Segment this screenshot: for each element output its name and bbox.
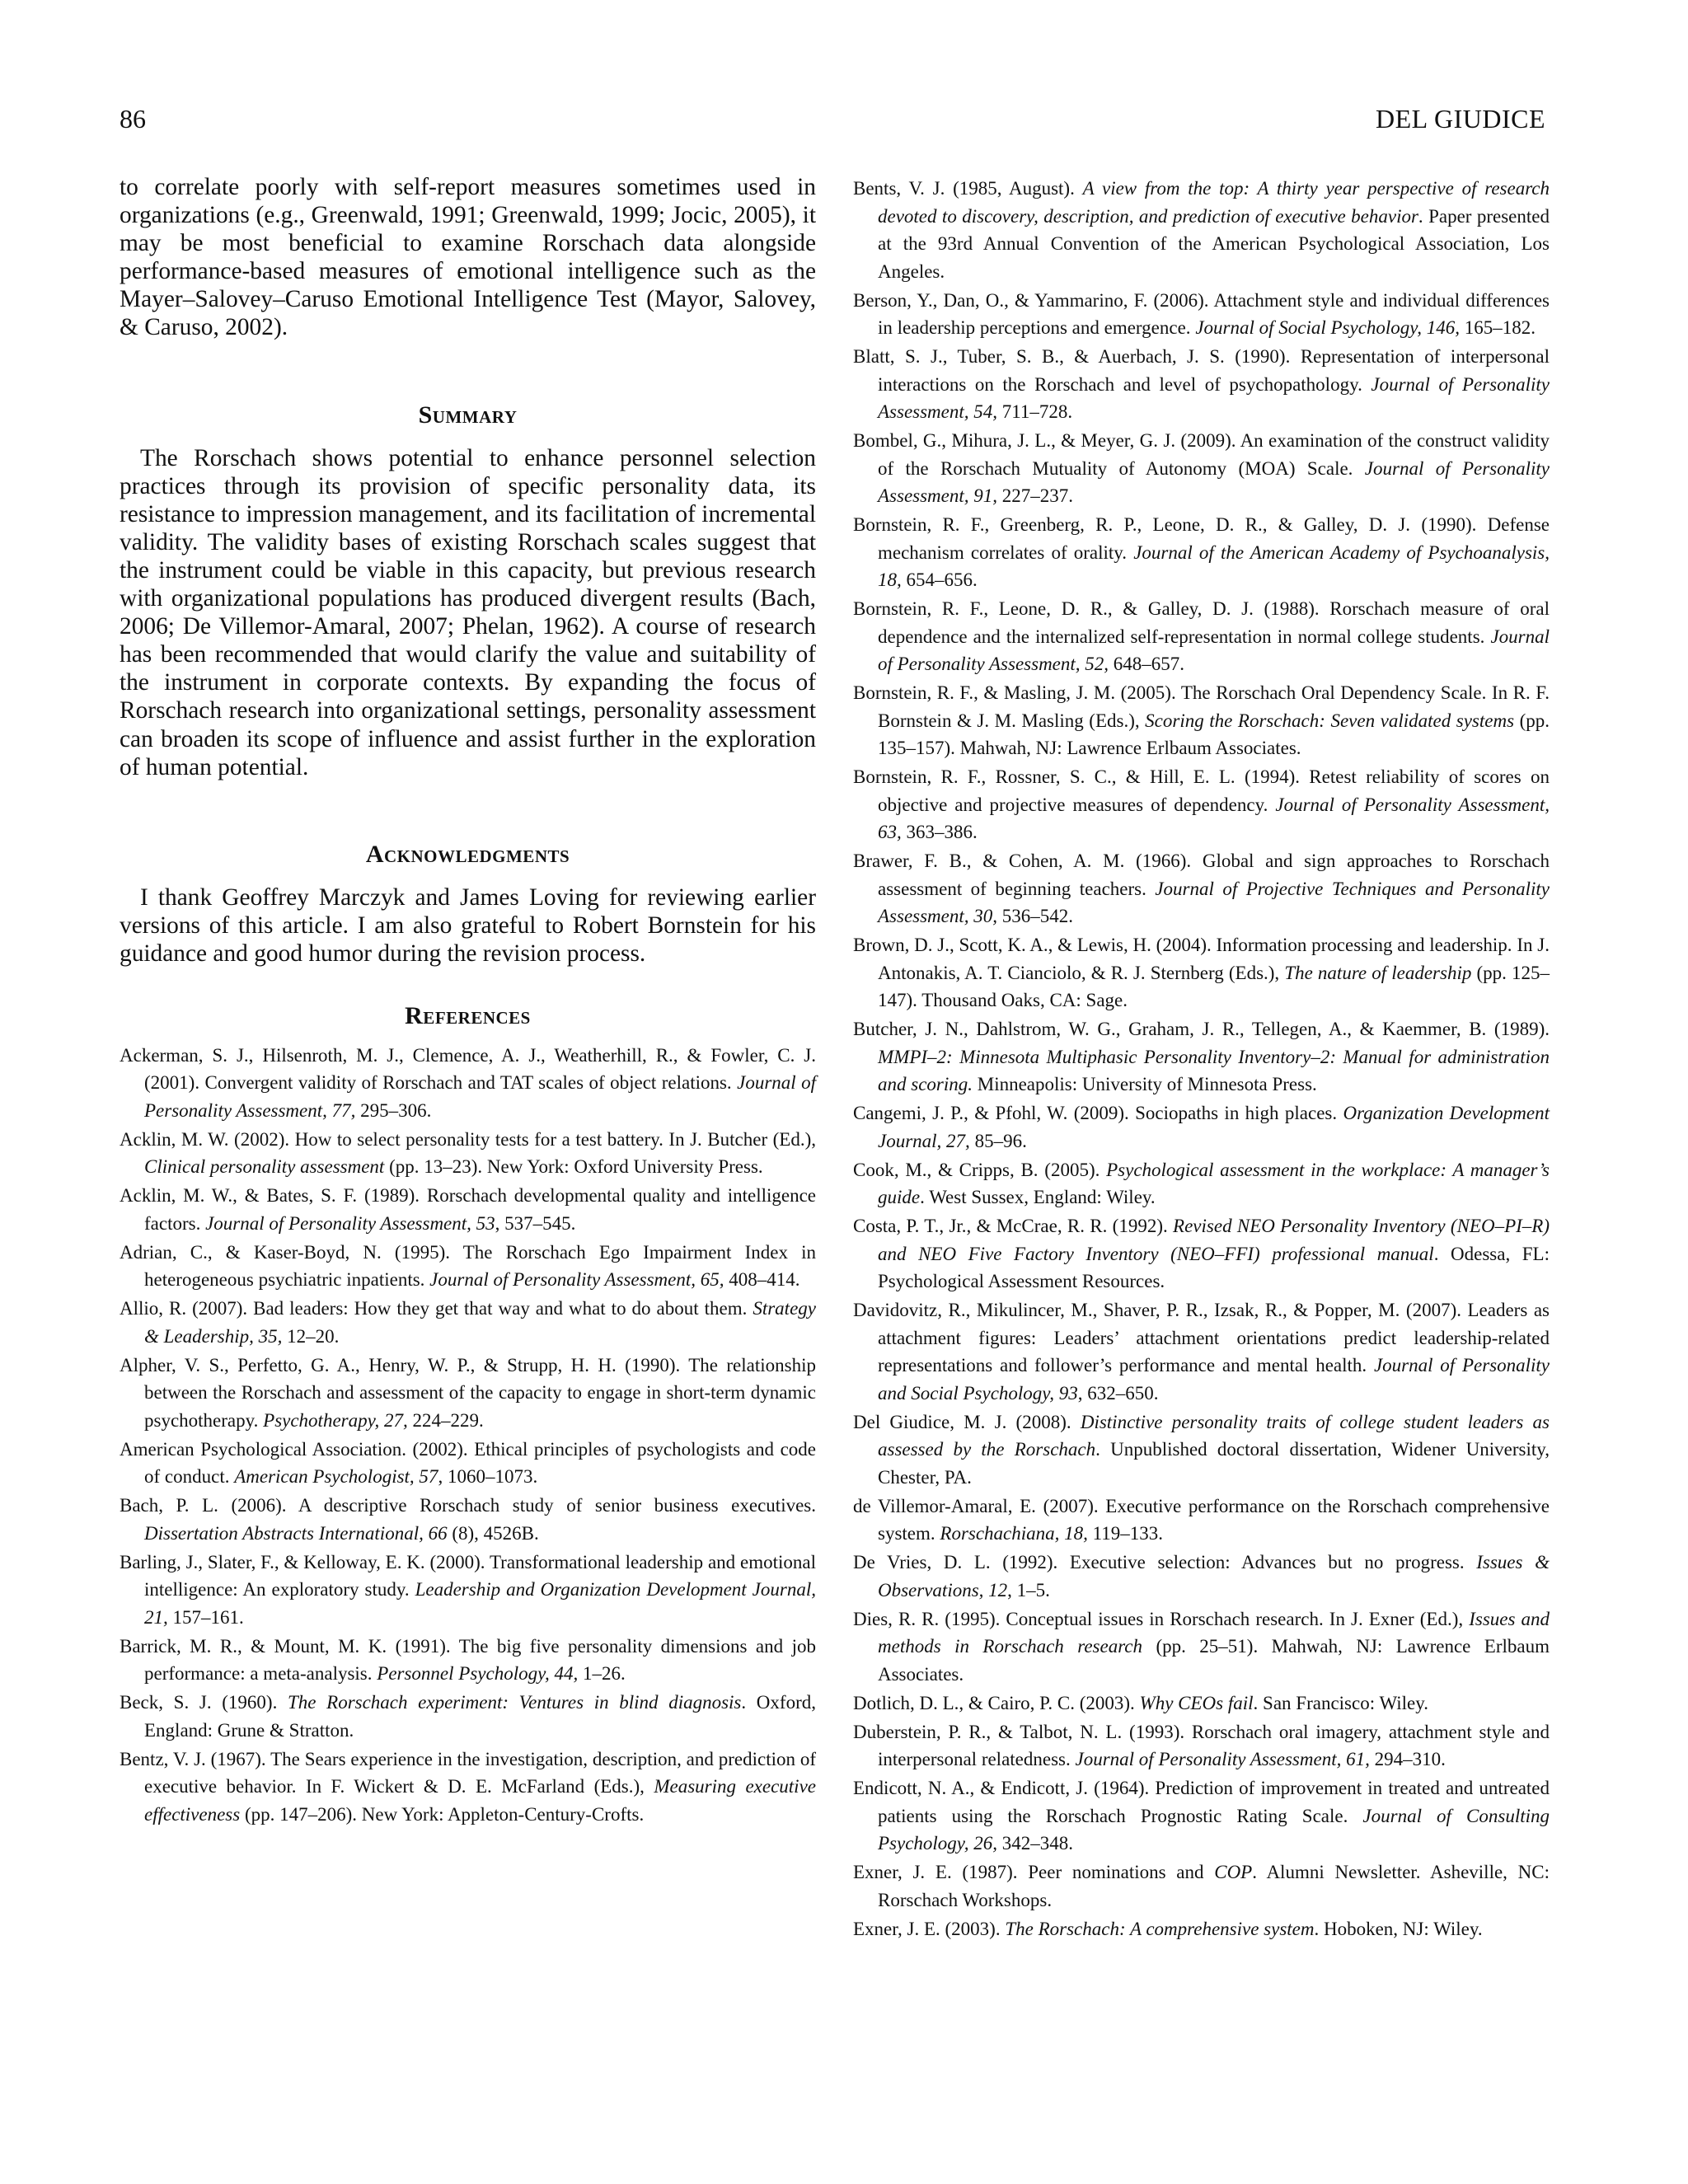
reference-italic-title: MMPI–2: Minnesota Multiphasic Personality Inventory–2: Manual for administration and scoring. — [878, 1046, 1550, 1094]
acknowledgments-heading: Acknowledgments — [365, 840, 570, 868]
reference-italic-title: Journal of Consulting Psychology, 26, — [878, 1805, 1550, 1854]
reference-italic-title: Issues & Observations, 12 — [878, 1552, 1550, 1601]
reference-text: , 537–545. — [495, 1212, 576, 1234]
reference-italic-title: Issues and methods in Rorschach research — [878, 1608, 1550, 1657]
reference-italic-title: Journal of Personality Assessment, 53 — [205, 1212, 495, 1234]
reference-entry — [853, 343, 1550, 426]
reference-text: Bornstein, R. F., Greenberg, R. P., Leone, D. R., & Galley, D. J. (1990). Defense mechanism correlates of orality. — [853, 514, 1550, 563]
reference-text: 12–20. — [282, 1325, 340, 1347]
reference-text: (pp. 13–23). New York: Oxford University Press. — [384, 1156, 763, 1178]
reference-entry — [120, 1746, 816, 1829]
reference-text: 342–348. — [997, 1833, 1073, 1854]
running-head: DEL GIUDICE — [1375, 104, 1545, 134]
reference-italic-title: Clinical personality assessment — [144, 1156, 385, 1178]
reference-text: Bents, V. J. (1985, August). — [853, 178, 1083, 199]
summary-heading: Summary — [418, 401, 518, 429]
reference-text: (pp. 135–157). Mahwah, NJ: Lawrence Erlbaum Associates. — [878, 710, 1550, 758]
reference-entry — [853, 511, 1550, 594]
reference-text: 224–229. — [407, 1409, 484, 1431]
reference-text: (pp. 147–206). New York: Appleton-Century-Crofts. — [240, 1803, 645, 1825]
right-column — [853, 175, 1550, 1944]
reference-text: (pp. 25–51). Mahwah, NJ: Lawrence Erlbaum Associates. — [878, 1636, 1550, 1685]
reference-text: Davidovitz, R., Mikulincer, M., Shaver, P. R., Izsak, R., & Popper, M. (2007). Leaders as attachment figures: Leaders’ attachment orientations predict leadership-related representations and follower’s performance and mental health. — [853, 1300, 1550, 1376]
reference-entry — [853, 1296, 1550, 1407]
reference-italic-title: The Rorschach: A comprehensive system — [1005, 1918, 1315, 1939]
reference-text: Adrian, C., & Kaser-Boyd, N. (1995). The Rorschach Ego Impairment Index in heterogeneous psychiatric inpatients. — [120, 1241, 816, 1291]
reference-italic-title: Journal of the American Academy of Psychoanalysis, 18, — [878, 541, 1550, 590]
reference-italic-title: Journal of Personality Assessment, 77, — [144, 1072, 816, 1121]
reference-italic-title: Journal of Personality Assessment, 91, — [878, 457, 1550, 506]
reference-text: 295–306. — [355, 1099, 432, 1121]
reference-entry — [120, 1436, 816, 1491]
reference-text: Duberstein, P. R., & Talbot, N. L. (1993). Rorschach oral imagery, attachment style and interpersonal relatedness. — [853, 1721, 1550, 1769]
reference-text: , 632–650. — [1077, 1382, 1159, 1404]
reference-italic-title: Journal of Personality Assessment, 61, — [1075, 1749, 1370, 1769]
reference-entry — [120, 1239, 816, 1294]
reference-entry — [853, 1605, 1550, 1689]
reference-text: . West Sussex, England: Wiley. — [920, 1187, 1156, 1207]
reference-text: Ackerman, S. J., Hilsenroth, M. J., Clemence, A. J., Weatherhill, R., & Fowler, C. J. (2001). Convergent validity of Rorschach and TAT scales of object relations. — [120, 1044, 816, 1094]
reference-italic-title: Psychological assessment in the workplace: A manager’s guide — [878, 1159, 1550, 1207]
reference-entry — [120, 1549, 816, 1632]
reference-text: Exner, J. E. (2003). — [853, 1918, 1006, 1939]
reference-text: Barrick, M. R., & Mount, M. K. (1991). The big five personality dimensions and job performance: a meta-analysis. — [120, 1635, 816, 1685]
reference-entry — [120, 1633, 816, 1688]
reference-text: 536–542. — [997, 906, 1074, 926]
reference-italic-title: Journal of Projective Techniques and Personality Assessment, 30, — [878, 878, 1550, 926]
reference-text: 294–310. — [1369, 1749, 1446, 1769]
reference-entry — [853, 1212, 1550, 1296]
summary-paragraph: The Rorschach shows potential to enhance personnel selection practices through its provision of specific personality data, its resistance to impression management, and its facilitation of incremental validity. The validity bases of existing Rorschach scales suggest that the instrument could be viable in this capacity, but previous research with organizational populations has produced divergent results (Bach, 2006; De Villemor-Amaral, 2007; Phelan, 1962). A course of research has been recommended that would clarify the value and suitability of the instrument in corporate contexts. By expanding the focus of Rorschach research into organizational settings, personality assessment can broaden its scope of influence and assist further in the exploration of human potential. — [120, 444, 816, 780]
reference-entry — [853, 1718, 1550, 1774]
reference-text: (8), 4526B. — [447, 1522, 539, 1544]
reference-text: 85–96. — [969, 1130, 1027, 1151]
reference-text: 648–657. — [1109, 654, 1185, 674]
reference-entry — [853, 1156, 1550, 1212]
page-header — [120, 104, 1545, 140]
reference-italic-title: Rorschachiana, 18, — [940, 1523, 1088, 1544]
reference-entry — [853, 1915, 1550, 1943]
reference-text: . Odessa, FL: Psychological Assessment Resources. — [878, 1243, 1550, 1291]
reference-italic-title: COP — [1214, 1862, 1253, 1882]
reference-text: 711–728. — [997, 401, 1073, 422]
reference-text: Dies, R. R. (1995). Conceptual issues in Rorschach research. In J. Exner (Ed.), — [853, 1608, 1470, 1629]
reference-entry — [120, 1182, 816, 1237]
reference-text: Brawer, F. B., & Cohen, A. M. (1966). Global and sign approaches to Rorschach assessment of beginning teachers. — [853, 851, 1550, 899]
reference-text: . Paper presented at the 93rd Annual Convention of the American Psychological Association, Los Angeles. — [878, 205, 1550, 282]
reference-italic-title: Leadership and Organization Development Journal, 21, — [144, 1579, 816, 1628]
reference-entry — [853, 679, 1550, 762]
reference-text: Alpher, V. S., Perfetto, G. A., Henry, W. P., & Strupp, H. H. (1990). The relationship between the Rorschach and assessment of the capacity to engage in short-term dynamic psychotherapy. — [120, 1354, 816, 1431]
reference-text: Cangemi, J. P., & Pfohl, W. (2009). Sociopaths in high places. — [853, 1103, 1343, 1123]
reference-text: Blatt, S. J., Tuber, S. B., & Auerbach, J. S. (1990). Representation of interpersonal interactions on the Rorschach and level of psychopathology. — [853, 346, 1550, 395]
reference-text: Butcher, J. N., Dahlstrom, W. G., Graham, J. R., Tellegen, A., & Kaemmer, B. (1989). — [853, 1019, 1550, 1039]
reference-entry — [853, 1774, 1550, 1858]
reference-text: Acklin, M. W. (2002). How to select personality tests for a test battery. In J. Butcher (Ed.), — [120, 1128, 816, 1150]
reference-italic-title: Strategy & Leadership, 35, — [144, 1298, 816, 1347]
reference-text: 227–237. — [997, 485, 1074, 506]
reference-entry — [120, 1126, 816, 1181]
left-column — [120, 173, 816, 1830]
reference-text: Exner, J. E. (1987). Peer nominations and — [853, 1862, 1215, 1882]
reference-text: 119–133. — [1087, 1523, 1164, 1544]
reference-italic-title: Journal of Personality and Social Psychology, 93 — [878, 1355, 1550, 1404]
intro-paragraph: to correlate poorly with self-report measures sometimes used in organizations (e.g., Greenwald, 1991; Greenwald, 1999; Jocic, 2005), it may be most beneficial to examine Rorschach data alongside performance-based measures of emotional intelligence such as the Mayer–Salovey–Caruso Emotional Intelligence Test (Mayor, Salovey, & Caruso, 2002). — [120, 174, 816, 341]
reference-italic-title: American Psychologist, 57 — [234, 1466, 438, 1488]
reference-text: Allio, R. (2007). Bad leaders: How they get that way and what to do about them. — [120, 1298, 753, 1319]
reference-italic-title: Journal of Personality Assessment, 52, — [878, 626, 1550, 674]
reference-text: Dotlich, D. L., & Cairo, P. C. (2003). — [853, 1692, 1140, 1713]
reference-entry — [853, 287, 1550, 342]
reference-italic-title: Journal of Social Psychology, 146, — [1195, 317, 1460, 338]
reference-text: 363–386. — [901, 822, 978, 842]
reference-text: Bentz, V. J. (1967). The Sears experience in the investigation, description, and prediction of executive behavior. In F. Wickert & D. E. McFarland (Eds.), — [120, 1748, 816, 1797]
reference-text: Endicott, N. A., & Endicott, J. (1964). Prediction of improvement in treated and untreated patients using the Rorschach Prognostic Rating Scale. — [853, 1778, 1550, 1826]
reference-italic-title: Scoring the Rorschach: Seven validated systems — [1145, 710, 1515, 731]
reference-text: Acklin, M. W., & Bates, S. F. (1989). Rorschach developmental quality and intelligence factors. — [120, 1185, 816, 1234]
reference-text: Bornstein, R. F., Leone, D. R., & Galley, D. J. (1988). Rorschach measure of oral dependence and the internalized self-representation in normal college students. — [853, 598, 1550, 647]
reference-text: (pp. 125–147). Thousand Oaks, CA: Sage. — [878, 962, 1550, 1010]
reference-entry — [853, 1099, 1550, 1155]
reference-text: . Hoboken, NJ: Wiley. — [1314, 1918, 1483, 1939]
reference-entry — [120, 1492, 816, 1547]
reference-text: Bornstein, R. F., & Masling, J. M. (2005). The Rorschach Oral Dependency Scale. In R. F. Bornstein & J. M. Masling (Eds.), — [853, 682, 1550, 731]
reference-italic-title: Revised NEO Personality Inventory (NEO–PI–R) and NEO Five Factory Inventory (NEO–FFI) professional manual — [878, 1216, 1550, 1264]
reference-entry — [853, 1690, 1550, 1718]
reference-entry — [120, 1352, 816, 1435]
reference-text: 157–161. — [167, 1606, 244, 1628]
reference-entry — [853, 1408, 1550, 1492]
reference-entry — [853, 1858, 1550, 1914]
reference-entry — [853, 847, 1550, 930]
acknowledgments-paragraph: I thank Geoffrey Marczyk and James Loving for reviewing earlier versions of this article. I am also grateful to Robert Bornstein for his guidance and good humor during the revision process. — [120, 883, 816, 967]
reference-italic-title: Personnel Psychology, 44, — [377, 1663, 579, 1685]
reference-italic-title: Dissertation Abstracts International, 66 — [144, 1522, 448, 1544]
references-list-left — [120, 1042, 816, 1829]
reference-italic-title: Distinctive personality traits of college student leaders as assessed by the Rorschach — [878, 1411, 1550, 1460]
reference-italic-title: The Rorschach experiment: Ventures in blind diagnosis — [287, 1692, 742, 1713]
reference-text: de Villemor-Amaral, E. (2007). Executive performance on the Rorschach comprehensive system. — [853, 1495, 1550, 1544]
reference-text: Del Giudice, M. J. (2008). — [853, 1411, 1081, 1432]
references-heading: References — [405, 1001, 531, 1029]
reference-text: 1–26. — [578, 1663, 626, 1685]
reference-text: . Alumni Newsletter. Asheville, NC: Rorschach Workshops. — [878, 1862, 1550, 1910]
reference-entry — [853, 763, 1550, 846]
reference-entry — [853, 1493, 1550, 1548]
reference-entry — [120, 1042, 816, 1125]
reference-entry — [853, 931, 1550, 1015]
reference-text: . Unpublished doctoral dissertation, Widener University, Chester, PA. — [878, 1439, 1550, 1488]
reference-italic-title: Journal of Personality Assessment, 54, — [878, 373, 1550, 422]
reference-text: 165–182. — [1460, 317, 1536, 338]
reference-entry — [853, 595, 1550, 678]
reference-text: Brown, D. J., Scott, K. A., & Lewis, H. (2004). Information processing and leadership. In J. Antonakis, A. T. Cianciolo, & R. J. Sternberg (Eds.), — [853, 935, 1550, 983]
reference-text: Barling, J., Slater, F., & Kelloway, E. K. (2000). Transformational leadership and emotional intelligence: An exploratory study. — [120, 1551, 816, 1601]
references-list-right — [853, 175, 1550, 1943]
reference-entry — [853, 427, 1550, 510]
reference-italic-title: Journal of Personality Assessment, 65, — [429, 1269, 724, 1291]
reference-italic-title: The nature of leadership — [1284, 962, 1472, 983]
reference-entry — [853, 175, 1550, 285]
reference-text: . San Francisco: Wiley. — [1253, 1692, 1428, 1713]
page-number: 86 — [120, 104, 146, 134]
reference-italic-title: Journal of Personality Assessment, 63, — [878, 794, 1550, 842]
reference-text: Cook, M., & Cripps, B. (2005). — [853, 1159, 1107, 1180]
reference-text: Berson, Y., Dan, O., & Yammarino, F. (2006). Attachment style and individual differences in leadership perceptions and emergence. — [853, 289, 1550, 338]
reference-text: , 1060–1073. — [438, 1466, 538, 1488]
reference-text: De Vries, D. L. (1992). Executive selection: Advances but no progress. — [853, 1552, 1477, 1572]
reference-text: 408–414. — [724, 1269, 800, 1291]
reference-italic-title: Psychotherapy, 27, — [263, 1409, 408, 1431]
reference-entry — [120, 1689, 816, 1744]
reference-entry — [120, 1295, 816, 1350]
reference-text: Costa, P. T., Jr., & McCrae, R. R. (1992). — [853, 1216, 1174, 1236]
reference-italic-title: Organization Development Journal, 27, — [878, 1103, 1550, 1151]
reference-text: Minneapolis: University of Minnesota Press. — [973, 1074, 1317, 1094]
reference-text: Bach, P. L. (2006). A descriptive Rorschach study of senior business executives. — [120, 1495, 816, 1516]
reference-entry — [853, 1549, 1550, 1604]
reference-italic-title: A view from the top: A thirty year perspective of research devoted to discovery, description, and prediction of executive behavior — [878, 178, 1550, 227]
reference-text: . Oxford, England: Grune & Stratton. — [144, 1692, 816, 1741]
reference-italic-title: Measuring executive effectiveness — [144, 1776, 816, 1825]
reference-text: 654–656. — [901, 569, 978, 590]
reference-entry — [853, 1015, 1550, 1099]
reference-text: Beck, S. J. (1960). — [120, 1692, 288, 1713]
reference-text: Bombel, G., Mihura, J. L., & Meyer, G. J. (2009). An examination of the construct validity of the Rorschach Mutuality of Autonomy (MOA) Scale. — [853, 430, 1550, 479]
reference-italic-title: Why CEOs fail — [1139, 1692, 1254, 1713]
reference-text: American Psychological Association. (2002). Ethical principles of psychologists and code of conduct. — [120, 1438, 816, 1488]
reference-text: , 1–5. — [1007, 1579, 1050, 1601]
reference-text: Bornstein, R. F., Rossner, S. C., & Hill, E. L. (1994). Retest reliability of scores on objective and projective measures of dependency. — [853, 766, 1550, 815]
